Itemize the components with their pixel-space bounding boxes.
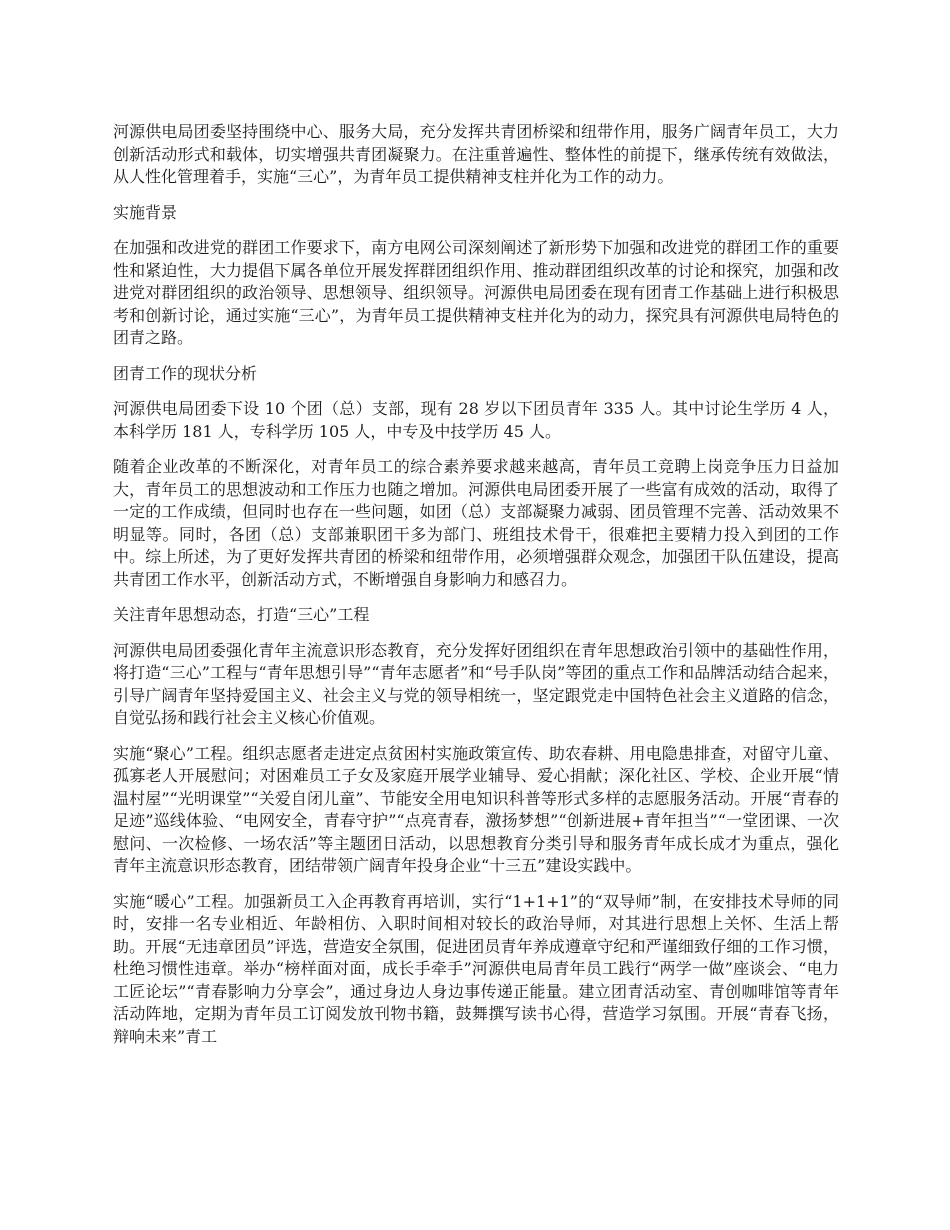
background-paragraph: 在加强和改进党的群团工作要求下，南方电网公司深刻阐述了新形势下加强和改进党的群团工作的重要性和紧迫性，大力提倡下属各单位开展发挥群团组织作用、推动群团组织改革的讨论和探究，加强和改进党对群团组织的政治领导、思想领导、组织领导。河源供电局团委在现有团青工作基础上进行积极思考和创新讨论，通过实施“三心”，为青年员工提供精神支柱并化为的动力，探究具有河源供电局特色的团青之路。 <box>113 238 839 347</box>
statistics-paragraph: 河源供电局团委下设 10 个团（总）支部，现有 28 岁以下团员青年 335 人。其中讨论生学历 4 人，本科学历 181 人，专科学历 105 人，中专及中技学历 45 人。 <box>113 399 839 441</box>
intro-paragraph: 河源供电局团委坚持围绕中心、服务大局，充分发挥共青团桥梁和纽带作用，服务广阔青年员工，大力创新活动形式和载体，切实增强共青团凝聚力。在注重普遍性、整体性的前提下，继承传统有效做法，从人性化管理着手，实施“三心”，为青年员工提供精神支柱并化为工作的动力。 <box>113 122 839 186</box>
juxin-paragraph: 实施“聚心”工程。组织志愿者走进定点贫困村实施政策宣传、助农春耕、用电隐患排查，对留守儿童、孤寡老人开展慰问；对困难员工子女及家庭开展学业辅导、爱心捐献；深化社区、学校、企业开展“情温村屋”“光明课堂”“关爱自闭儿童”、节能安全用电知识科普等形式多样的志愿服务活动。开展“青春的足迹”巡线体验、“电网安全，青春守护”“点亮青春，激扬梦想”“创新进展+青年担当”“一堂团课、一次慰问、一次检修、一场农活”等主题团日活动，以思想教育分类引导和服务青年成长成才为重点，强化青年主流意识形态教育，团结带领广阔青年投身企业“十三五”建设实践中。 <box>113 743 839 875</box>
three-hearts-intro-paragraph: 河源供电局团委强化青年主流意识形态教育，充分发挥好团组织在青年思想政治引领中的基础性作用，将打造“三心”工程与“青年思想引导”“青年志愿者”和“号手队岗”等团的重点工作和品牌活动结合起来，引导广阔青年坚持爱国主义、社会主义与党的领导相统一，坚定跟党走中国特色社会主义道路的信念，自觉弘扬和践行社会主义核心价值观。 <box>113 640 839 727</box>
section-heading-status-analysis: 团青工作的现状分析 <box>113 363 258 383</box>
nuanxin-paragraph: 实施“暖心”工程。加强新员工入企再教育再培训，实行“1+1+1”的“双导师”制，在安排技术导师的同时，安排一名专业相近、年龄相仿、入职时间相对较长的政治导师，对其进行思想上关怀、生活上帮助。开展“无违章团员”评选，营造安全氛围，促进团员青年养成遵章守纪和严谨细致仔细的工作习惯，杜绝习惯性违章。举办“榜样面对面，成长手牵手”河源供电局青年员工践行“两学一做”座谈会、“电力工匠论坛”“青春影响力分享会”，通过身边人身边事传递正能量。建立团青活动室、青创咖啡馆等青年活动阵地，定期为青年员工订阅发放刊物书籍，鼓舞撰写读书心得，营造学习氛围。开展“青春飞扬，辩响未来”青工 <box>113 891 839 1046</box>
document-body <box>113 121 839 1061</box>
section-heading-background: 实施背景 <box>113 202 178 222</box>
analysis-paragraph: 随着企业改革的不断深化，对青年员工的综合素养要求越来越高，青年员工竞聘上岗竞争压力日益加大，青年员工的思想波动和工作压力也随之增加。河源供电局团委开展了一些富有成效的活动，取得了一定的工作成绩，但同时也存在一些问题，如团（总）支部凝聚力减弱、团员管理不完善、活动效果不明显等。同时，各团（总）支部兼职团干多为部门、班组技术骨干，很难把主要精力投入到团的工作中。综上所述，为了更好发挥共青团的桥梁和纽带作用，必须增强群众观念，加强团干队伍建设，提高共青团工作水平，创新活动方式，不断增强自身影响力和感召力。 <box>113 457 839 589</box>
section-heading-three-hearts: 关注青年思想动态，打造“三心”工程 <box>113 605 370 624</box>
